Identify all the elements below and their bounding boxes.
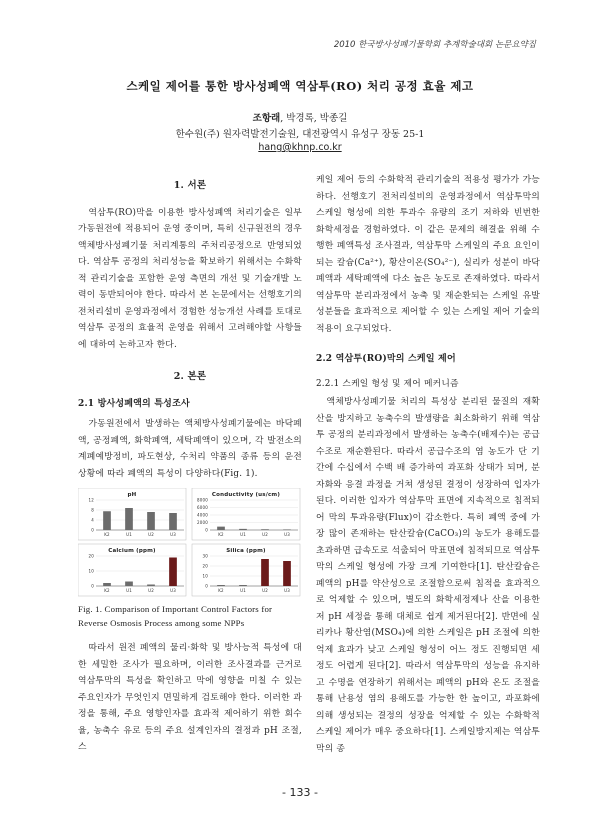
y-tick-label: 10 — [88, 568, 94, 574]
y-tick-label: 8 — [91, 507, 94, 513]
bar — [261, 559, 269, 586]
subsection-2-1-heading: 2.1 방사성폐액의 특성조사 — [78, 398, 190, 409]
bar — [283, 561, 291, 586]
x-tick-label: U1 — [240, 532, 246, 537]
affiliation: 한수원(주) 원자력발전기술원, 대전광역시 유성구 장동 25-1 — [175, 129, 425, 140]
x-tick-label: U3 — [284, 532, 290, 537]
intro-paragraph: 역삼투(RO)막을 이용한 방사성폐액 처리기술은 일부 가동원전에 적용되어 운영 중이며, 특히 신규원전의 경우 액체방사성폐기물 처리계통의 주처리공정으로 반영되었다. 역삼투 공정의 처리성능을 확보하기 위해서는 수화학적 관리기술을 포함한 운영 측면의 개선 및 기술개발 노력이 동반되어야 한다. 따라서 본 논문에서는 선행호기의 전처리설비 운영과정에서 경험한 성능개선 사례를 토대로 역삼투 공정의 효율적 운영을 위해서 고려해야할 사항들에 대하여 논하고자 한다. — [78, 207, 302, 350]
bar — [217, 527, 225, 530]
after-figure-paragraph: 따라서 원전 폐액의 물리·화학 및 방사능적 특성에 대한 세밀한 조사가 필요하며, 이러한 조사결과를 근거로 역삼투막의 특성을 확인하고 막에 영향을 미칠 수 있는 주요인자가 무엇인지 면밀하게 검토해야 한다. 이러한 과정을 통해, 주요 영향인자를 효과적 제어하기 위한 회수율, 농축수 유로 등의 주요 설계인자의 결정과 pH 조절, 스 — [78, 643, 302, 752]
x-tick-label: K2 — [218, 532, 224, 537]
section-intro-heading: 1. 서론 — [173, 180, 207, 191]
chart-title: Conductivity (us/cm) — [211, 492, 281, 498]
figure-1-caption: Fig. 1. Comparison of Important Control Factors for Reverse Osmosis Process among some NPPs — [78, 604, 273, 628]
bar — [125, 508, 133, 530]
email-link[interactable]: hang@khnp.co.kr — [258, 142, 342, 153]
y-tick-label: 30 — [202, 553, 208, 559]
y-tick-label: 20 — [88, 553, 94, 559]
bar — [239, 585, 247, 586]
subsection-2-2-heading: 2.2 역삼투(RO)막의 스케일 제어 — [316, 354, 456, 364]
x-tick-label: U1 — [240, 588, 246, 593]
y-tick-label: 10 — [202, 573, 208, 579]
x-tick-label: U2 — [262, 588, 268, 593]
y-tick-label: 0 — [205, 527, 208, 533]
chart-title: pH — [127, 492, 137, 498]
figure-1-charts — [78, 488, 302, 598]
chart-title: Silica (ppm) — [226, 548, 266, 554]
y-tick-label: 0 — [91, 527, 94, 533]
y-tick-label: 4000 — [197, 512, 208, 518]
chart-title: Calcium (ppm) — [108, 548, 156, 554]
x-tick-label: U2 — [262, 532, 268, 537]
y-tick-label: 2000 — [197, 520, 208, 525]
x-tick-label: U3 — [170, 532, 176, 537]
left-column — [78, 172, 302, 756]
authors — [0, 110, 600, 124]
first-author: 조항래 — [252, 113, 281, 124]
bar — [103, 583, 111, 586]
y-tick-label: 6000 — [197, 505, 208, 510]
x-tick-label: U1 — [126, 588, 132, 593]
subsection-2-2-1-paragraph: 액체방사성폐기물 처리의 특성상 분리된 물질의 재확산을 방지하고 농축수의 발생량을 최소화하기 위해 역삼투 공정의 분리과정에서 발생하는 농축수(배제수)는 공급수조로 재순환된다. 따라서 공급수조의 염 농도가 단 기간에 수십에서 수백 배 증가하여 과포화 상태가 되며, 분자화와 응결 과정을 거쳐 생성된 결정이 성장하여 입자가 된다. 이러한 입자가 역삼투막 표면에 지속적으로 침적되어 막의 투과유량(Flux)이 감소한다. 특히 폐액 중에 가장 많이 존재하는 탄산칼슘(CaCO₃)의 농도가 용해도를 초과하면 급속도로 석출되어 막표면에 침적되므로 역삼투막의 스케일 형성에 가장 크게 기여한다[1]. 탄산칼슘은 폐액의 pH를 약산성으로 조절함으로써 침적을 효과적으로 억제할 수 있으며, 별도의 화학세정제나 산을 이용한 저 pH 세정을 통해 대체로 쉽게 제거된다[2]. 반면에 실리카나 황산염(MSO₄)에 의한 스케일은 pH 조절에 의한 억제 효과가 낮고 스케일 형성이 어느 정도 진행되면 세정도 어렵게 된다[2]. 따라서 역삼투막의 성능을 유지하고 수명을 연장하기 위해서는 폐액의 pH와 온도 조절을 통해 난용성 염의 용해도를 가능한 한 높이고, 과포화에 의해 생성되는 결정의 성장을 억제할 수 있는 수화학적 스케일 제어가 매우 중요하다[1]. 스케일방지제는 역삼투막의 종 — [316, 397, 540, 754]
bar — [217, 585, 225, 586]
subsection-2-2-1-heading: 2.2.1 스케일 형성 및 제어 메커니즘 — [316, 378, 459, 389]
y-tick-label: 8000 — [197, 497, 208, 503]
right-column — [316, 172, 540, 757]
y-tick-label: 4 — [91, 517, 94, 523]
bar — [125, 582, 133, 587]
figure-1 — [78, 488, 302, 598]
continued-paragraph: 케일 제어 등의 수화학적 관리기술의 적용성 평가가 가능하다. 선행호기 전처리설비의 운영과정에서 역삼투막의 스케일 형성에 의한 투과수 유량의 조기 저하와 빈번한 화학세정을 경험하였다. 이 같은 문제의 해결을 위해 수행한 폐액특성 조사결과, 역삼투막 스케일의 주요 요인이 되는 칼슘(Ca²⁺), 황산이온(SO₄²⁻), 실리카 성분이 바닥폐액과 세탁폐액에 다소 높은 농도로 존재하였다. 따라서 역삼투막 분리과정에서 농축 및 재순환되는 스케일 유발 성분들을 효과적으로 제어할 수 있는 스케일 제어 기술의 적용이 요구되었다. — [316, 175, 540, 334]
bar — [283, 529, 291, 530]
y-tick-label: 20 — [202, 563, 208, 569]
paper-title: 스케일 제어를 통한 방사성폐액 역삼투(RO) 처리 공정 효율 제고 — [126, 79, 474, 93]
x-tick-label: U2 — [148, 532, 154, 537]
x-tick-label: U1 — [126, 532, 132, 537]
y-tick-label: 0 — [91, 583, 94, 589]
bar — [169, 558, 177, 587]
bar — [169, 513, 177, 530]
x-tick-label: U3 — [284, 588, 290, 593]
y-tick-label: 0 — [205, 583, 208, 589]
co-authors: , 박경록, 박종길 — [280, 113, 348, 124]
y-tick-label: 12 — [88, 497, 94, 503]
bar — [103, 511, 111, 530]
page-number: - 133 - — [282, 786, 318, 799]
conference-header: 2010 한국방사성폐기물학회 추계학술대회 논문요약집 — [333, 40, 536, 50]
bar — [147, 512, 155, 530]
bar — [239, 529, 247, 530]
x-tick-label: K2 — [104, 532, 110, 537]
subsection-2-1-paragraph: 가동원전에서 발생하는 액체방사성폐기물에는 바닥폐액, 공정폐액, 화학폐액, 세탁폐액이 있으며, 각 발전소의 계폐예방정비, 파도현상, 수처리 약품의 종류 등의 운전상황에 따라 폐액의 특성이 다양하다(Fig. 1). — [78, 419, 302, 479]
x-tick-label: K2 — [218, 588, 224, 593]
bar — [261, 529, 269, 530]
bar — [147, 585, 155, 587]
x-tick-label: U3 — [170, 588, 176, 593]
x-tick-label: K2 — [104, 588, 110, 593]
x-tick-label: U2 — [148, 588, 154, 593]
section-body-heading: 2. 본론 — [173, 371, 207, 382]
